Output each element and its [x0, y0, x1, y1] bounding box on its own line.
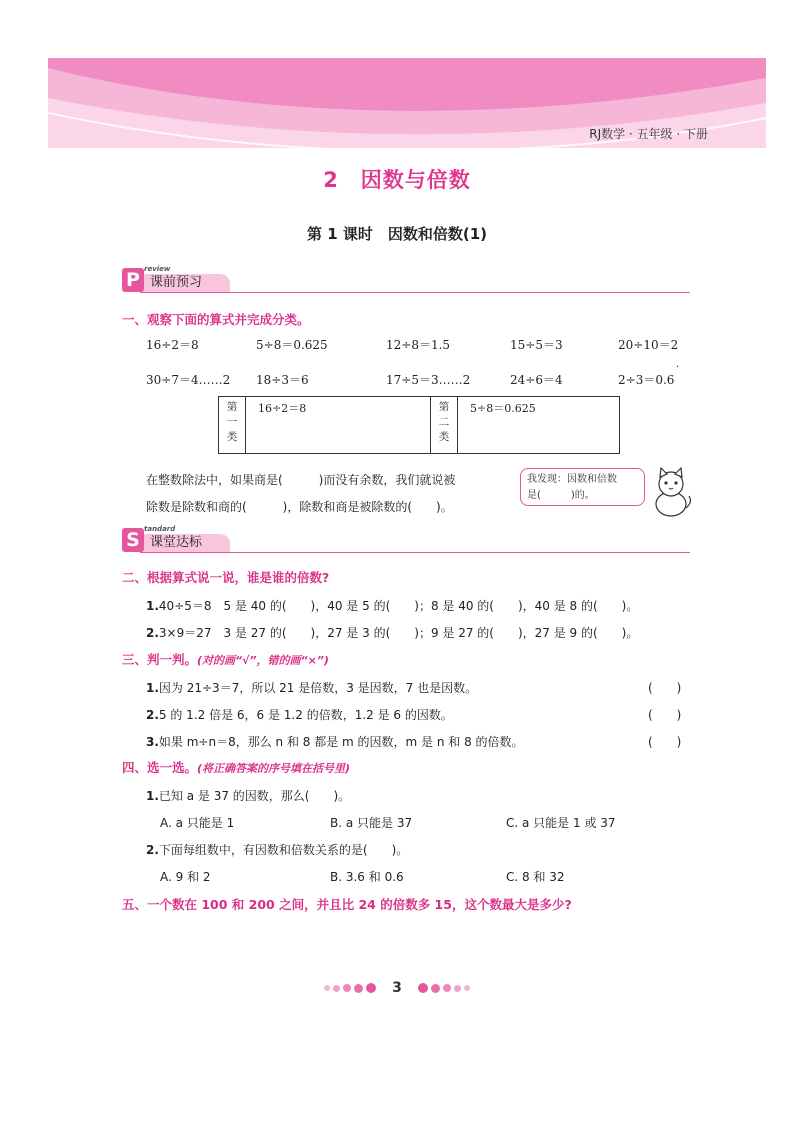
question-4-note: (将正确答案的序号填在括号里) — [197, 762, 351, 775]
classification-table — [218, 396, 620, 454]
question-3-item-3: 3.如果 m÷n＝8，那么 n 和 8 都是 m 的因数，m 是 n 和 8 的倍数。 — [146, 735, 524, 749]
question-2-item-2: 2.3×9＝27 3 是 27 的( )，27 是 3 的( )；9 是 27 的( )，27 是 9 的( )。 — [146, 626, 639, 640]
section-divider — [140, 552, 690, 553]
chapter-title: 2 因数与倍数 — [323, 168, 471, 192]
equation: 17÷5＝3……2 — [386, 373, 471, 387]
repeating-decimal-dot: · — [676, 362, 680, 373]
page-number: 3 — [392, 980, 402, 996]
section-label: 课前预习 — [150, 275, 203, 290]
question-4-item-2: 2.下面每组数中，有因数和倍数关系的是( )。 — [146, 843, 409, 857]
bubble-line-1: 我发现：因数和倍数 — [527, 474, 617, 485]
fill-in-line-1: 在整数除法中，如果商是( )而没有余数，我们就说被 — [146, 473, 456, 487]
fill-in-line-2: 除数是除数和商的( )，除数和商是被除数的( )。 — [146, 500, 453, 514]
equation: 15÷5＝3 — [510, 338, 563, 352]
equation: 30÷7＝4……2 — [146, 373, 231, 387]
question-2-item-1: 1.40÷5＝8 5 是 40 的( )，40 是 5 的( )；8 是 40 的( )，40 是 8 的( )。 — [146, 599, 639, 613]
equation: 5÷8＝0.625 — [256, 338, 328, 352]
section-banner-preview — [122, 265, 692, 298]
dot-icon — [343, 984, 351, 992]
dot-icon — [354, 984, 363, 993]
option-c[interactable]: C. a 只能是 1 或 37 — [506, 816, 616, 830]
page-number-footer — [0, 980, 794, 996]
section-label: 课堂达标 — [150, 535, 203, 550]
section-letter: S — [122, 528, 144, 552]
dot-icon — [418, 983, 428, 993]
question-3-item-1: 1.因为 21÷3＝7，所以 21 是倍数，3 是因数，7 也是因数。 — [146, 681, 478, 695]
equation: 24÷6＝4 — [510, 373, 563, 387]
section-banner-standard — [122, 525, 692, 558]
answer-parentheses[interactable]: ( ) — [648, 735, 682, 749]
cat-icon — [648, 466, 694, 518]
option-b[interactable]: B. a 只能是 37 — [330, 816, 413, 830]
question-2-heading: 二、根据算式说一说，谁是谁的倍数? — [122, 570, 330, 585]
equation: 12÷8＝1.5 — [386, 338, 451, 352]
dot-icon — [333, 985, 340, 992]
dot-icon — [366, 983, 376, 993]
equation: 20÷10＝2 — [618, 338, 679, 352]
answer-parentheses[interactable]: ( ) — [648, 681, 682, 695]
category-label-2: 第二类 — [431, 397, 458, 454]
equation: 18÷3＝6 — [256, 373, 309, 387]
dot-icon — [431, 984, 440, 993]
category-cell-1[interactable]: 16÷2＝8 — [246, 397, 431, 454]
category-label-1: 第一类 — [219, 397, 246, 454]
bubble-line-2: 是( )的。 — [527, 490, 595, 501]
question-3-note: (对的画“√”，错的画“×”) — [197, 654, 329, 667]
section-letter: P — [122, 268, 144, 292]
option-b[interactable]: B. 3.6 和 0.6 — [330, 870, 404, 884]
section-small-label: tandard — [144, 525, 176, 533]
question-3-item-2: 2.5 的 1.2 倍是 6，6 是 1.2 的倍数，1.2 是 6 的因数。 — [146, 708, 453, 722]
category-cell-2[interactable]: 5÷8＝0.625 — [458, 397, 620, 454]
option-c[interactable]: C. 8 和 32 — [506, 870, 565, 884]
option-a[interactable]: A. 9 和 2 — [160, 870, 211, 884]
question-4-item-1: 1.已知 a 是 37 的因数，那么( )。 — [146, 789, 351, 803]
dot-icon — [324, 985, 330, 991]
dot-icon — [464, 985, 470, 991]
discovery-bubble — [520, 468, 645, 506]
answer-parentheses[interactable]: ( ) — [648, 708, 682, 722]
dot-icon — [443, 984, 451, 992]
equation: 2÷3＝0.6 — [618, 373, 675, 387]
dot-icon — [454, 985, 461, 992]
question-3-heading: 三、判一判。(对的画“√”，错的画“×”) — [122, 652, 329, 667]
option-a[interactable]: A. a 只能是 1 — [160, 816, 235, 830]
header-subtitle: RJ数学 · 五年级 · 下册 — [589, 127, 708, 141]
section-divider — [140, 292, 690, 293]
question-5-heading: 五、一个数在 100 和 200 之间，并且比 24 的倍数多 15，这个数最大是多少? — [122, 897, 572, 912]
question-4-heading: 四、选一选。(将正确答案的序号填在括号里) — [122, 760, 351, 775]
question-1-heading: 一、观察下面的算式并完成分类。 — [122, 312, 310, 327]
equation: 16÷2＝8 — [146, 338, 199, 352]
lesson-title: 第 1 课时 因数和倍数(1) — [306, 225, 488, 243]
section-small-label: review — [144, 265, 171, 273]
